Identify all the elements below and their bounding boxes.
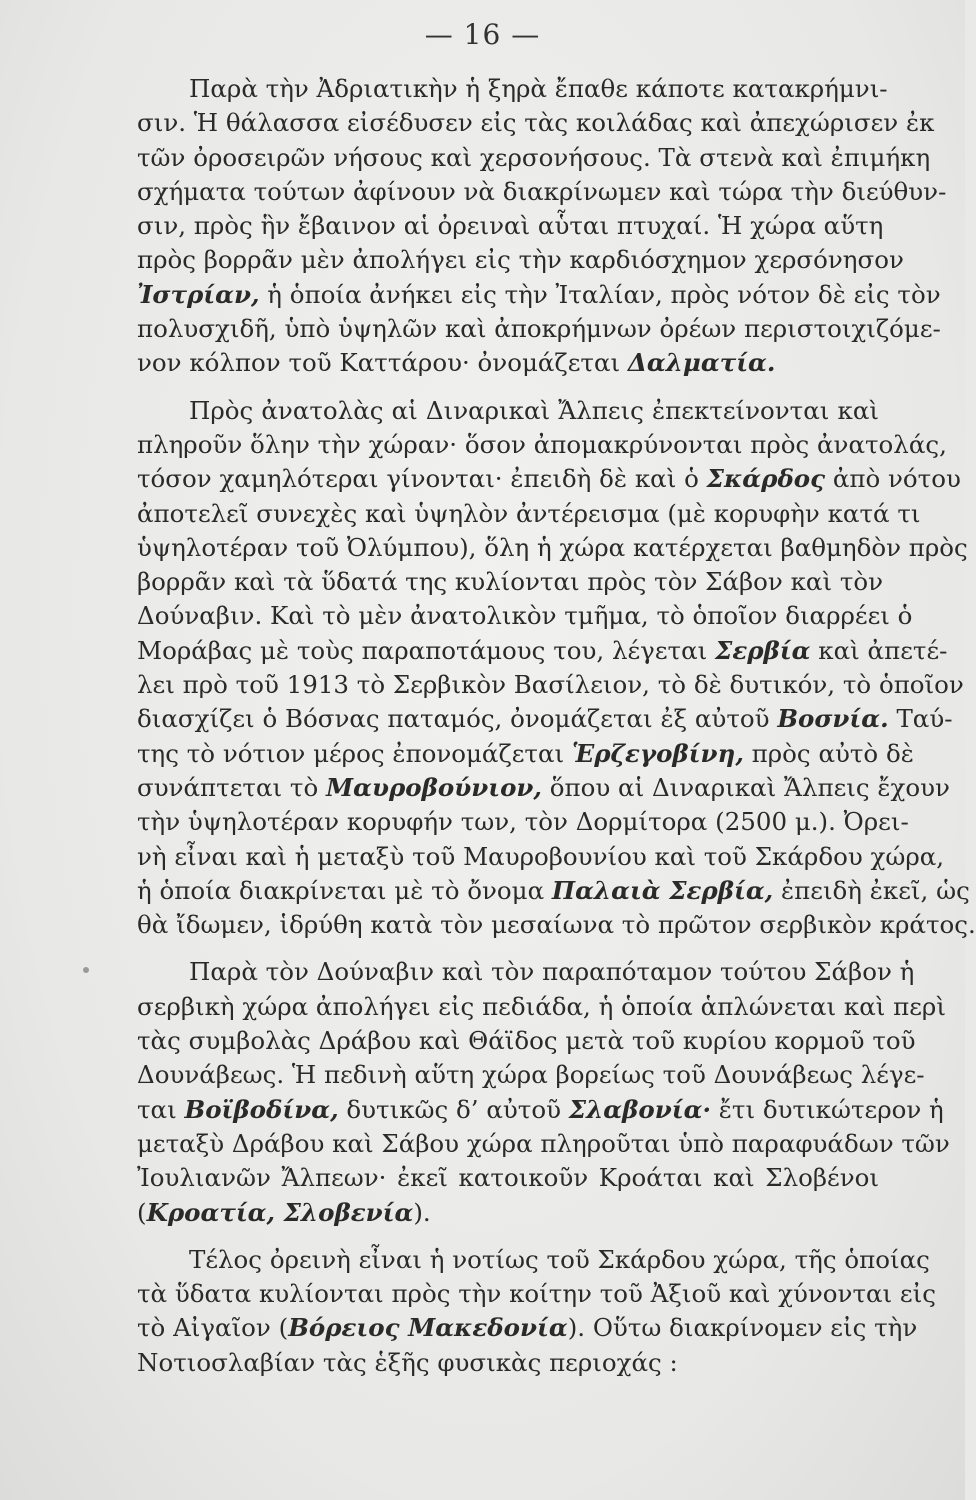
text-run: ἡ ὁποία ἀνήκει εἰς τὴν Ἰταλίαν, πρὸς νότον δὲ εἰς τὸν xyxy=(259,279,941,309)
text-run: ἀποτελεῖ συνεχὲς καὶ ὑψηλὸν ἀντέρεισμα (μὲ κορυφὴν κατά τι xyxy=(137,498,921,528)
emphasized-term: Δαλματία. xyxy=(627,348,776,378)
paragraph xyxy=(137,955,950,1229)
text-line xyxy=(137,312,941,346)
text-run: πρὸς αὐτὸ δὲ xyxy=(743,738,914,768)
text-line xyxy=(137,702,953,736)
page-number: — 16 — xyxy=(424,18,541,51)
text-line xyxy=(137,1058,925,1092)
emphasized-term: Παλαιὰ Σερβία, xyxy=(551,875,774,905)
text-line xyxy=(137,72,888,106)
text-line xyxy=(137,531,968,565)
text-line xyxy=(137,1346,879,1380)
text-run: τὴν ὑψηλοτέραν κορυφήν των, τὸν Δορμίτορα (2500 μ.). Ὀρει- xyxy=(137,807,909,837)
text-line xyxy=(137,346,879,380)
text-run: Μοράβας μὲ τοὺς παραποτάμους του, λέγεται xyxy=(137,635,716,665)
text-line xyxy=(137,1196,879,1230)
text-run: τὰς συμβολὰς Δράβου καὶ Θάϊδος μετὰ τοῦ κυρίου κορμοῦ τοῦ xyxy=(137,1026,916,1056)
emphasized-term: Βοσνία. xyxy=(777,704,889,734)
text-line xyxy=(137,462,961,496)
text-run: Τέλος ὀρεινὴ εἶναι ἡ νοτίως τοῦ Σκάρδου χώρα, τῆς ὁποίας xyxy=(189,1244,930,1274)
text-line xyxy=(137,1093,944,1127)
text-run: πρὸς βορρᾶν μὲν ἀπολήγει εἰς τὴν καρδιόσχημον χερσόνησον xyxy=(137,245,904,275)
text-run: τῶν ὀροσειρῶν νήσους καὶ χερσονήσους. Τὰ στενὰ καὶ ἐπιμήκη xyxy=(137,142,931,172)
text-line xyxy=(137,771,950,805)
text-line xyxy=(137,175,947,209)
text-run: ἀπὸ νότου xyxy=(825,464,961,494)
emphasized-term: Μαυροβούνιον, xyxy=(326,772,542,802)
text-run: τὰ ὕδατα κυλίονται πρὸς τὴν κοίτην τοῦ Ἀξιοῦ καὶ χύνονται εἰς xyxy=(137,1279,936,1309)
text-line xyxy=(137,1024,916,1058)
text-run: ). xyxy=(413,1197,431,1227)
text-run: βορρᾶν καὶ τὰ ὕδατά της κυλίονται πρὸς τὸν Σάβον καὶ τὸν xyxy=(137,567,884,597)
text-run: Δουνάβεως. Ἡ πεδινὴ αὕτη χώρα βορείως τοῦ Δουνάβεως λέγε- xyxy=(137,1060,925,1090)
paragraph xyxy=(137,72,947,381)
text-line xyxy=(137,1277,936,1311)
text-run: ἐπειδὴ ἐκεῖ, ὡς xyxy=(773,875,970,905)
text-line xyxy=(137,106,935,140)
text-line xyxy=(137,428,947,462)
text-line xyxy=(137,209,884,243)
text-run: Ἰουλιανῶν Ἄλπεων· ἐκεῖ κατοικοῦν Κροάται καὶ Σλοβένοι xyxy=(137,1163,879,1193)
text-line xyxy=(137,1161,879,1195)
text-run: Πρὸς ἀνατολὰς αἱ Διναρικαὶ Ἄλπεις ἐπεκτείνονται καὶ xyxy=(189,395,879,425)
text-line xyxy=(137,955,915,989)
text-line xyxy=(137,394,879,428)
text-line xyxy=(137,1311,918,1345)
text-run: ἔτι δυτικώτερον ἡ xyxy=(710,1094,944,1124)
text-line xyxy=(137,737,914,771)
text-run: σιν. Ἡ θάλασσα εἰσέδυσεν εἰς τὰς κοιλάδας καὶ ἀπεχώρισεν ἐκ xyxy=(137,108,935,138)
text-run: της τὸ νότιον μέρος ἐπονομάζεται xyxy=(137,738,572,768)
emphasized-term: Ἰστρίαν, xyxy=(137,279,260,309)
body-text xyxy=(137,72,976,1380)
text-run: νον κόλπον τοῦ Καττάρου· ὀνομάζεται xyxy=(137,348,628,378)
emphasized-term: Κροατία, Σλοβενία xyxy=(146,1197,414,1227)
text-run: σερβικὴ χώρα ἀπολήγει εἰς πεδιάδα, ἡ ὁποία ἁπλώνεται καὶ περὶ xyxy=(137,991,946,1021)
text-run: τὸ Αἰγαῖον ( xyxy=(137,1313,289,1343)
text-line xyxy=(137,908,976,942)
text-run: σιν, πρὸς ἣν ἔβαινον αἱ ὀρειναὶ αὗται πτυχαί. Ἡ χώρα αὕτη xyxy=(137,211,884,241)
text-run: Ταύ- xyxy=(888,704,953,734)
text-run: Παρὰ τὴν Ἀδριατικὴν ἡ ξηρὰ ἔπαθε κάποτε κατακρήμνι- xyxy=(189,74,888,103)
text-run: λει πρὸ τοῦ 1913 τὸ Σερβικὸν Βασίλειον, τὸ δὲ δυτικόν, τὸ ὁποῖον xyxy=(137,670,964,700)
text-line xyxy=(137,990,946,1024)
text-run: ). Οὕτω διακρίνομεν εἰς τὴν xyxy=(567,1313,918,1343)
emphasized-term: Βοϊβοδίνα, xyxy=(184,1094,339,1124)
emphasized-term: Σκάρδος xyxy=(706,464,826,494)
emphasized-term: Βόρειος Μακεδονία xyxy=(288,1313,568,1343)
text-run: ὅπου αἱ Διναρικαὶ Ἄλπεις ἔχουν xyxy=(541,772,950,802)
paragraph-gap xyxy=(137,381,879,394)
text-run: μεταξὺ Δράβου καὶ Σάβου χώρα πληροῦται ὑπὸ παραφυάδων τῶν xyxy=(137,1128,950,1158)
text-run: καὶ ἀπετέ- xyxy=(810,635,948,665)
text-line xyxy=(137,1127,950,1161)
text-run: πληροῦν ὅλην τὴν χώραν· ὅσον ἀπομακρύνονται πρὸς ἀνατολάς, xyxy=(137,429,947,459)
emphasized-term: Σερβία xyxy=(715,635,811,665)
text-line xyxy=(137,243,904,277)
text-run: νὴ εἶναι καὶ ἡ μεταξὺ τοῦ Μαυροβουνίου καὶ τοῦ Σκάρδου χώρα, xyxy=(137,841,945,871)
emphasized-term: Σλαβονία· xyxy=(568,1094,711,1124)
text-run: τόσον χαμηλότεραι γίνονται· ἐπειδὴ δὲ καὶ ὁ xyxy=(137,464,707,494)
text-run: συνάπτεται τὸ xyxy=(137,772,326,802)
text-line xyxy=(137,278,941,312)
text-run: σχήματα τούτων ἀφίνουν νὰ διακρίνωμεν καὶ τώρα τὴν διεύθυν- xyxy=(137,176,947,206)
text-line xyxy=(137,668,964,702)
text-line xyxy=(137,840,945,874)
text-line xyxy=(137,805,909,839)
text-run: δυτικῶς δ’ αὐτοῦ xyxy=(338,1094,569,1124)
text-line xyxy=(137,599,913,633)
paragraph-gap xyxy=(137,942,879,955)
text-line xyxy=(137,565,884,599)
text-run: ( xyxy=(137,1197,147,1227)
text-line xyxy=(137,1243,930,1277)
text-line xyxy=(137,634,948,668)
paragraph xyxy=(137,1243,936,1380)
emphasized-term: Ἑρζεγοβίνη, xyxy=(571,738,744,768)
text-run: ὑψηλοτέραν τοῦ Ὀλύμπου), ὅλη ἡ χώρα κατέρχεται βαθμηδὸν πρὸς xyxy=(137,532,968,562)
text-run: Παρὰ τὸν Δούναβιν καὶ τὸν παραπόταμον τούτου Σάβον ἡ xyxy=(189,957,915,987)
text-line xyxy=(137,497,921,531)
text-line xyxy=(137,141,931,175)
paragraph-gap xyxy=(137,1230,879,1243)
text-run: πολυσχιδῆ, ὑπὸ ὑψηλῶν καὶ ἀποκρήμνων ὀρέων περιστοιχιζόμε- xyxy=(137,314,941,344)
text-run: ἡ ὁποία διακρίνεται μὲ τὸ ὄνομα xyxy=(137,875,552,905)
text-run: θὰ ἴδωμεν, ἱδρύθη κατὰ τὸν μεσαίωνα τὸ πρῶτον σερβικὸν κράτος. xyxy=(137,910,976,940)
text-run: διασχίζει ὁ Βόσνας παταμός, ὀνομάζεται ἐξ αὐτοῦ xyxy=(137,704,778,734)
text-run: ται xyxy=(137,1094,185,1124)
text-run: Δούναβιν. Καὶ τὸ μὲν ἀνατολικὸν τμῆμα, τὸ ὁποῖον διαρρέει ὁ xyxy=(137,601,913,631)
text-line xyxy=(137,874,970,908)
text-run: Νοτιοσλαβίαν τὰς ἑξῆς φυσικὰς περιοχάς : xyxy=(137,1347,678,1377)
paper-speck xyxy=(83,967,89,973)
paragraph xyxy=(137,394,976,943)
